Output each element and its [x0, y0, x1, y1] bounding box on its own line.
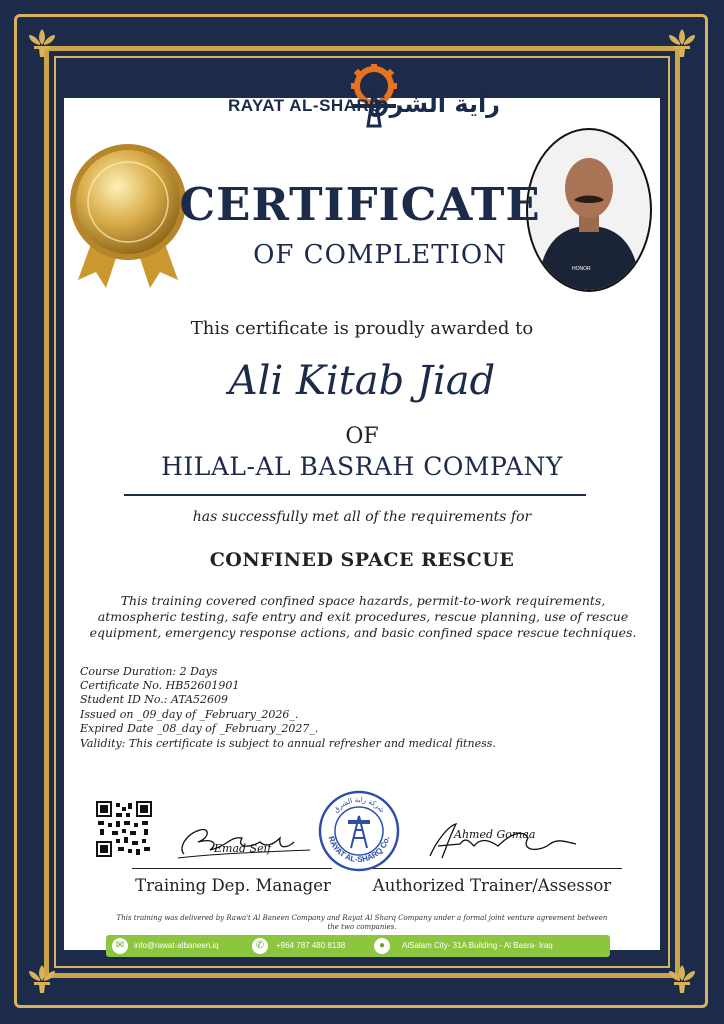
location-icon: ● — [374, 938, 390, 954]
expired-date: Expired Date _08_day of _February_2027_. — [80, 721, 319, 735]
signature-2-line — [372, 868, 622, 869]
met-requirements-text: has successfully met all of the requirements for — [192, 509, 532, 525]
fleur-de-lis-icon — [664, 962, 700, 998]
course-duration: Course Duration: 2 Days — [80, 665, 218, 678]
signer-1-role: Training Dep. Manager — [135, 876, 331, 895]
email-icon: ✉ — [112, 938, 128, 954]
certificate-title: CERTIFICATE — [179, 178, 541, 231]
certificate-subtitle: OF COMPLETION — [253, 240, 507, 270]
company-logo — [228, 64, 500, 138]
student-id: Student ID No.: ATA52609 — [80, 693, 229, 707]
fleur-de-lis-icon — [24, 26, 60, 62]
company-stamp — [318, 790, 400, 872]
logo-text-ar: راية الشرق — [367, 90, 500, 118]
course-description: This training covered confined space hazards, permit-to-work requirements, atmospheric testing, safe entry and exit procedures, rescue planning, use of rescue equipment, emergency response actions, and basic confined space rescue techniques. — [89, 593, 637, 640]
signature-1-line — [132, 868, 332, 869]
svg-text:شركة راية الشرق — [332, 796, 386, 814]
certificate-details — [80, 665, 600, 751]
contact-phone[interactable]: +964 787 480 8138 — [276, 941, 346, 950]
divider — [124, 494, 586, 496]
course-title: CONFINED SPACE RESCUE — [209, 549, 515, 571]
contact-email[interactable]: info@rawat-albaneen.iq — [134, 941, 219, 950]
validity-note: Validity: This certificate is subject to annual refresher and medical fitness. — [80, 737, 496, 751]
logo-text-en: RAYAT AL-SHARQ — [228, 96, 383, 115]
recipient-company: HILAL-AL BASRAH COMPANY — [161, 452, 563, 481]
contact-address: AlSalam City- 31A Building - Al Basra- Iraq — [402, 941, 553, 950]
awarded-text: This certificate is proudly awarded to — [190, 318, 534, 339]
signer-2-role: Authorized Trainer/Assessor — [372, 876, 612, 895]
fleur-de-lis-icon — [24, 962, 60, 998]
stamp-text-en: RAYAT AL-SHARQ Co. — [326, 835, 392, 865]
certificate-number: Certificate No. HB52601901 — [80, 679, 240, 693]
joint-venture-note: This training was delivered by Rawa't Al Baneen Company and Rayat Al Sharq Company under a formal joint venture agreement between the two companies. — [116, 914, 608, 931]
signature-2-text: Ahmed Gomaa — [454, 828, 536, 841]
of-text: OF — [345, 424, 379, 449]
phone-icon: ✆ — [252, 938, 268, 954]
contact-bar — [106, 935, 610, 957]
recipient-name: Ali Kitab Jiad — [228, 358, 496, 404]
signature-1-text: Emad Seif — [214, 842, 272, 855]
phone-brand-label: HONOR — [572, 266, 591, 272]
stamp-text-ar: شركة راية الشرق — [331, 795, 387, 815]
svg-text:RAYAT AL-SHARQ Co. — [327, 835, 392, 864]
signature-2 — [420, 812, 590, 872]
fleur-de-lis-icon — [664, 26, 700, 62]
issued-date: Issued on _09_day of _February_2026_. — [80, 707, 299, 721]
qr-code[interactable] — [96, 801, 152, 857]
signature-1 — [170, 808, 320, 868]
